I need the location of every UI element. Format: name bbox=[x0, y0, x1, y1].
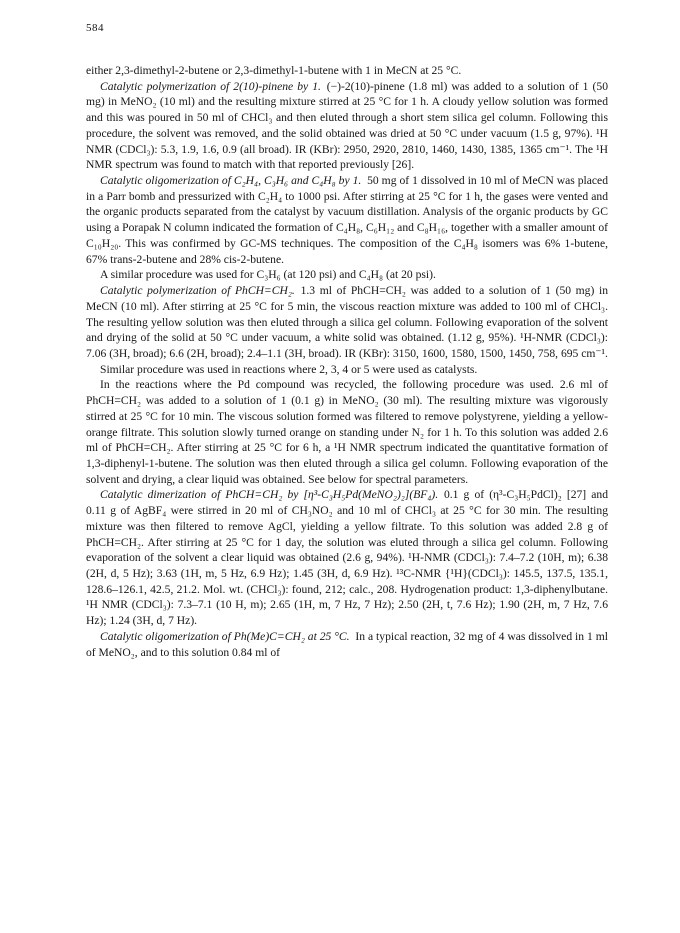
paragraph-text: 0.1 g of (η³-C₃H₅PdCl)₂ [27] and 0.11 g of AgBF₄ were stirred in 20 ml of CH₃NO₂ and 10 ml of CHCl₃ at 25 °C for 30 min. The resulting mixture was then filtered to remove AgCl, yielding a yellow filtrate. To this solution was added 2.8 g of PhCH=CH₂. After stirring at 25 °C for 1 day, the solution was eluted through a silica gel column. Following evaporation of the solvent a clear liquid was obtained (2.6 g, 94%). ¹H-NMR (CDCl₃): 7.4–7.2 (10H, m); 6.38 (2H, d, 5 Hz); 3.63 (1H, m, 5 Hz, 6.9 Hz); 1.45 (3H, d, 6.9 Hz). ¹³C-NMR {¹H}(CDCl₃): 145.5, 137.5, 135.1, 128.6–126.1, 42.5, 21.2. Mol. wt. (CHCl₃): found, 212; calc., 208. Hydrogenation product: 1,3-diphenylbutane. ¹H NMR (CDCl₃): 7.3–7.1 (10 H, m); 2.65 (1H, m, 7 Hz, 7 Hz); 2.50 (2H, t, 7.6 Hz); 1.90 (2H, m, 7 Hz, 7.6 Hz); 1.24 (3H, d, 7 Hz). bbox=[86, 488, 608, 628]
paragraph bbox=[86, 63, 608, 79]
paragraph bbox=[86, 283, 608, 362]
article-body bbox=[86, 63, 608, 660]
paragraph-text: Similar procedure was used in reactions where 2, 3, 4 or 5 were used as catalysts. bbox=[100, 362, 478, 376]
paragraph-heading: Catalytic oligomerization of Ph(Me)C=CH₂ at 25 °C. bbox=[100, 629, 350, 643]
paragraph-text: In a typical reaction, 32 mg of 4 was dissolved in 1 ml of MeNO₂, and to this solution 0.84 ml of bbox=[86, 629, 608, 659]
paragraph-heading: Catalytic polymerization of PhCH=CH₂. bbox=[100, 284, 295, 298]
paragraph-text: 1.3 ml of PhCH=CH₂ was added to a solution of 1 (50 mg) in MeCN (10 ml). After stirring at 25 °C for 5 min, the viscous reaction mixture was added to 100 ml of CHCl₃. The resulting yellow solution was then eluted through a silica gel column. Following evaporation of the solvent and drying of the solid at 50 °C under vacuum, a white solid was obtained. (1.12 g, 95%). ¹H-NMR (CDCl₃): 7.06 (3H, broad); 6.6 (2H, broad); 2.4–1.1 (3H, broad). IR (KBr): 3150, 1600, 1580, 1500, 1450, 758, 695 cm⁻¹. bbox=[86, 284, 608, 360]
paragraph-heading: Catalytic polymerization of 2(10)-pinene by 1. bbox=[100, 79, 321, 93]
paragraph bbox=[86, 173, 608, 267]
paragraph-text: either 2,3-dimethyl-2-butene or 2,3-dimethyl-1-butene with 1 in MeCN at 25 °C. bbox=[86, 64, 462, 77]
paragraph bbox=[86, 487, 608, 628]
paragraph-heading: Catalytic dimerization of PhCH=CH₂ by [η³-C₃H₅Pd(MeNO₂)₂](BF₄). bbox=[100, 488, 439, 502]
paragraph bbox=[86, 629, 608, 660]
paragraph-heading: Catalytic oligomerization of C₂H₄, C₃H₆ and C₄H₈ by 1. bbox=[100, 174, 362, 188]
paragraph bbox=[86, 267, 608, 283]
paragraph-text: In the reactions where the Pd compound was recycled, the following procedure was used. 2.6 ml of PhCH=CH₂ was added to a solution of 1 (0.1 g) in MeNO₂ (30 ml). The resulting mixture was vigorously stirred at 25 °C for 10 min. The viscous solution formed was filtered to remove polystyrene, yielding a yellow-orange filtrate. This solution slowly turned orange on standing under N₂ for 1 h. To this solution was added 2.6 ml of PhCH=CH₂. After stirring at 25 °C for 6 h, a ¹H NMR spectrum indicated the quantitative formation of 1,3-diphenyl-1-butene. The solution was then eluted through a silica gel column. Following evaporation of the solvent and drying, a clear liquid was obtained. See below for spectral parameters. bbox=[86, 378, 608, 486]
paragraph-text: (−)-2(10)-pinene (1.8 ml) was added to a solution of 1 (50 mg) in MeNO₂ (10 ml) and the resulting mixture stirred at 25 °C for 1 h. A cloudy yellow solution was formed and this was poured in 50 ml of CHCl₃ and then eluted through a short stem silica gel column. Following this procedure, the solvent was removed, and the solid obtained was dried at 50 °C under vacuum (1.5 g, 97%). ¹H NMR (CDCl₃): 5.3, 1.9, 1.6, 0.9 (all broad). IR (KBr): 2950, 2920, 2810, 1460, 1430, 1385, 1365 cm⁻¹. The ¹H NMR spectrum was found to match with that reported previously [26]. bbox=[86, 79, 608, 172]
paragraph bbox=[86, 377, 608, 487]
page-number: 584 bbox=[86, 22, 104, 34]
paragraph bbox=[86, 362, 608, 378]
paragraph-text: 50 mg of 1 dissolved in 10 ml of MeCN was placed in a Parr bomb and pressurized with C₂H₄ to 1000 psi. After stirring at 25 °C for 1 h, the gases were vented and the organic products separated from the catalyst by vacuum distillation. Analysis of the organic products by GC using a Porapak N column indicated the formation of C₄H₈, C₆H₁₂ and C₈H₁₆, together with a smaller amount of C₁₀H₂₀. This was confirmed by GC-MS techniques. The composition of the C₄H₈ isomers was 6% 1-butene, 67% trans-2-butene and 28% cis-2-butene. bbox=[86, 174, 608, 266]
paragraph bbox=[86, 79, 608, 173]
paragraph-text: A similar procedure was used for C₃H₆ (at 120 psi) and C₄H₈ (at 20 psi). bbox=[100, 268, 436, 282]
